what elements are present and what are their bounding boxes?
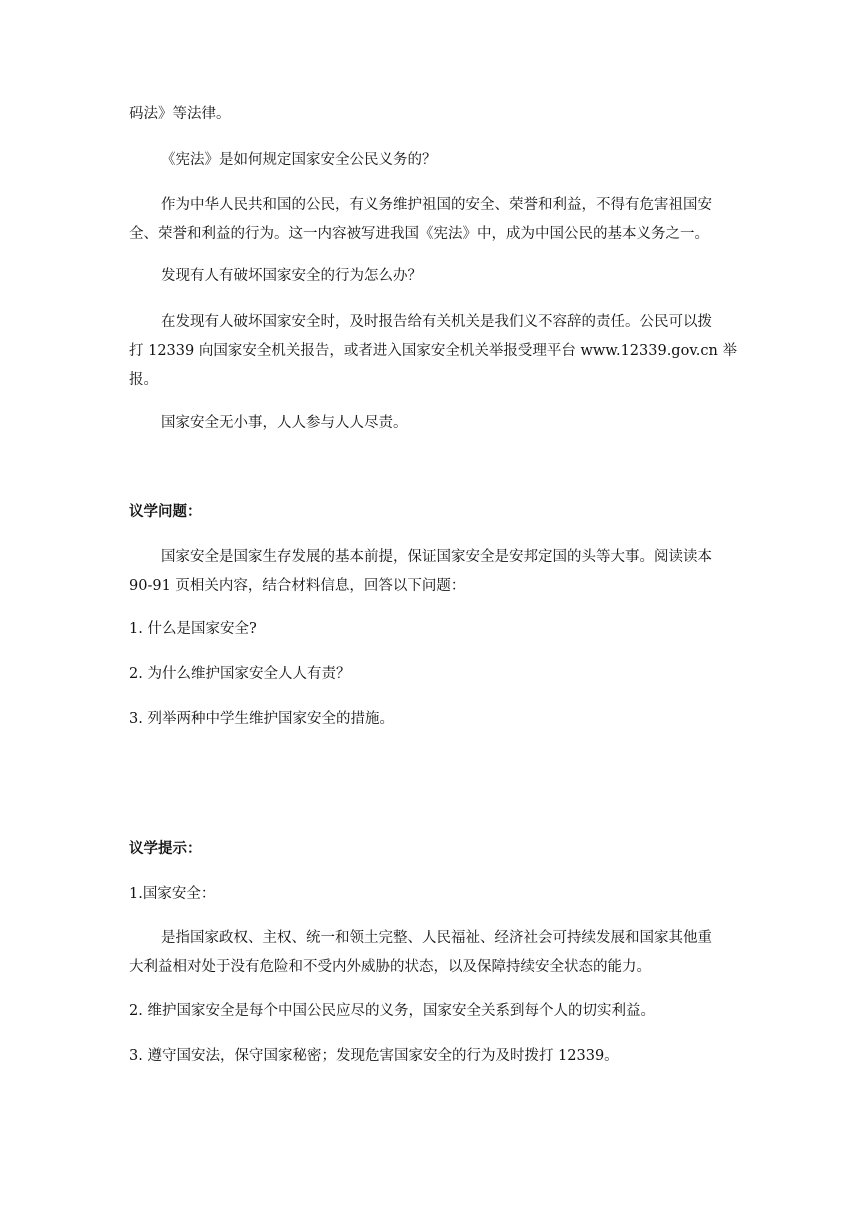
question-constitution-duty: 《宪法》是如何规定国家安全公民义务的？: [161, 152, 437, 168]
paragraph-line: 报。: [129, 372, 158, 388]
paragraph-national-security-definition: [129, 928, 766, 975]
question-report-sabotage: 发现有人有破坏国家安全的行为怎么办？: [161, 268, 422, 284]
paragraph-line: 国家安全是国家生存发展的基本前提，保证国家安全是安邦定国的头等大事。阅读读本: [161, 549, 712, 565]
paragraph-report-method: [129, 312, 766, 388]
hint-item-3: 3. 遵守国安法，保守国家秘密；发现危害国家安全的行为及时拨打 12339。: [129, 1048, 619, 1064]
paragraph-citizen-duty: [129, 195, 766, 242]
paragraph-line: 全、荣誉和利益的行为。这一内容被写进我国《宪法》中，成为中国公民的基本义务之一。: [129, 226, 709, 242]
paragraph-law-continuation: 码法》等法律。: [129, 106, 231, 122]
question-item-2: 2. 为什么维护国家安全人人有责？: [129, 666, 351, 682]
paragraph-line: 是指国家政权、主权、统一和领土完整、人民福祉、经济社会可持续发展和国家其他重: [161, 930, 712, 946]
paragraph-line: 在发现有人破坏国家安全时，及时报告给有关机关是我们义不容辞的责任。公民可以拨: [161, 314, 712, 330]
section-heading-hints: 议学提示：: [129, 841, 202, 857]
question-item-3: 3. 列举两种中学生维护国家安全的措施。: [129, 711, 394, 727]
paragraph-line: 大利益相对处于没有危险和不受内外威胁的状态，以及保障持续安全状态的能力。: [129, 959, 651, 975]
paragraph-line: 90-91 页相关内容，结合材料信息，回答以下问题：: [129, 578, 466, 594]
paragraph-line: 打 12339 向国家安全机关报告，或者进入国家安全机关举报受理平台 www.12339.gov.cn 举: [129, 343, 737, 359]
paragraph-slogan: 国家安全无小事，人人参与人人尽责。: [161, 415, 408, 431]
paragraph-line: 作为中华人民共和国的公民，有义务维护祖国的安全、荣誉和利益，不得有危害祖国安: [161, 197, 712, 213]
hint-item-1-title: 1.国家安全：: [129, 886, 216, 902]
paragraph-questions-intro: [129, 547, 766, 594]
question-item-1: 1. 什么是国家安全?: [129, 621, 257, 637]
section-heading-questions: 议学问题：: [129, 504, 202, 520]
hint-item-2: 2. 维护国家安全是每个中国公民应尽的义务，国家安全关系到每个人的切实利益。: [129, 1003, 655, 1019]
